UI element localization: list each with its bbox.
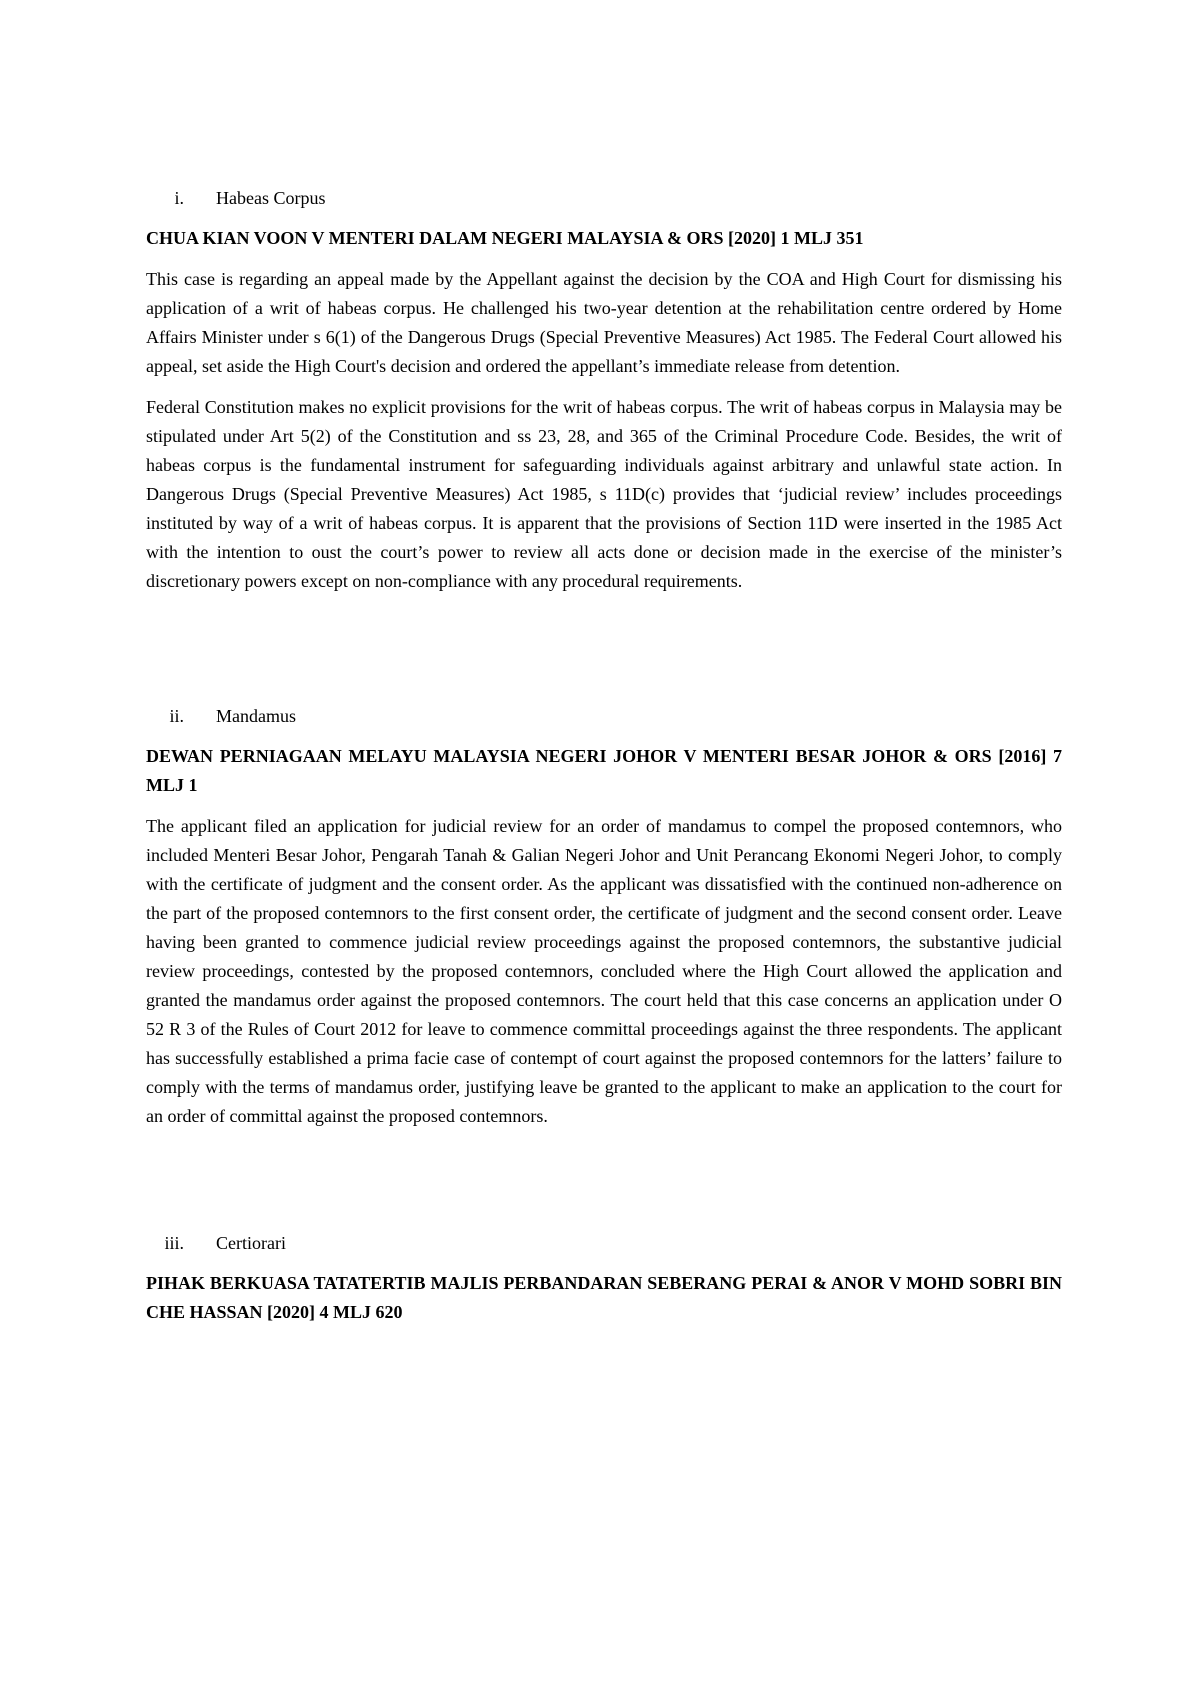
paragraph: This case is regarding an appeal made by the Appellant against the decision by the COA and High Court for dismissing his application of a writ of habeas corpus. He challenged his two-year detention at the rehabilitation centre ordered by Home Affairs Minister under s 6(1) of the Dangerous Drugs (Special Preventive Measures) Act 1985. The Federal Court allowed his appeal, set aside the High Court's decision and ordered the appellant’s immediate release from detention.	[146, 269, 1062, 376]
section-numeral: ii.	[169, 706, 184, 726]
case-title: DEWAN PERNIAGAAN MELAYU MALAYSIA NEGERI JOHOR V MENTERI BESAR JOHOR & ORS [2016] 7 MLJ 1	[146, 746, 1062, 795]
paragraph: Federal Constitution makes no explicit provisions for the writ of habeas corpus. The writ of habeas corpus in Malaysia may be stipulated under Art 5(2) of the Constitution and ss 23, 28, and 365 of the Criminal Procedure Code. Besides, the writ of habeas corpus is the fundamental instrument for safeguarding individuals against arbitrary and unlawful state action. In Dangerous Drugs (Special Preventive Measures) Act 1985, s 11D(c) provides that ‘judicial review’ includes proceedings instituted by way of a writ of habeas corpus. It is apparent that the provisions of Section 11D were inserted in the 1985 Act with the intention to oust the court’s power to review all acts done or decision made in the exercise of the minister’s discretionary powers except on non-compliance with any procedural requirements.	[146, 397, 1062, 591]
section-numeral: i.	[174, 188, 184, 208]
document-page	[146, 186, 1062, 1327]
section-habeas-corpus	[146, 186, 1062, 596]
section-heading	[146, 1231, 1062, 1255]
case-title: CHUA KIAN VOON V MENTERI DALAM NEGERI MALAYSIA & ORS [2020] 1 MLJ 351	[146, 228, 864, 248]
section-heading	[146, 704, 1062, 728]
section-heading	[146, 186, 1062, 210]
section-numeral: iii.	[164, 1233, 184, 1253]
paragraph: The applicant filed an application for judicial review for an order of mandamus to compel the proposed contemnors, who included Menteri Besar Johor, Pengarah Tanah & Galian Negeri Johor and Unit Perancang Ekonomi Negeri Johor, to comply with the certificate of judgment and the consent order. As the applicant was dissatisfied with the continued non-adherence on the part of the proposed contemnors to the first consent order, the certificate of judgment and the second consent order. Leave having been granted to commence judicial review proceedings against the proposed contemnors, the substantive judicial review proceedings, contested by the proposed contemnors, concluded where the High Court allowed the application and granted the mandamus order against the proposed contemnors. The court held that this case concerns an application under O 52 R 3 of the Rules of Court 2012 for leave to commence committal proceedings against the three respondents. The applicant has successfully established a prima facie case of contempt of court against the proposed contemnors for the latters’ failure to comply with the terms of mandamus order, justifying leave be granted to the applicant to make an application to the court for an order of committal against the proposed contemnors.	[146, 816, 1062, 1126]
spacer	[146, 596, 1062, 704]
case-title: PIHAK BERKUASA TATATERTIB MAJLIS PERBANDARAN SEBERANG PERAI & ANOR V MOHD SOBRI BIN CHE HASSAN [2020] 4 MLJ 620	[146, 1273, 1062, 1322]
section-certiorari	[146, 1231, 1062, 1327]
section-mandamus	[146, 704, 1062, 1131]
spacer	[146, 1131, 1062, 1231]
section-heading-text: Habeas Corpus	[216, 188, 326, 208]
section-heading-text: Mandamus	[216, 706, 296, 726]
section-heading-text: Certiorari	[216, 1233, 286, 1253]
